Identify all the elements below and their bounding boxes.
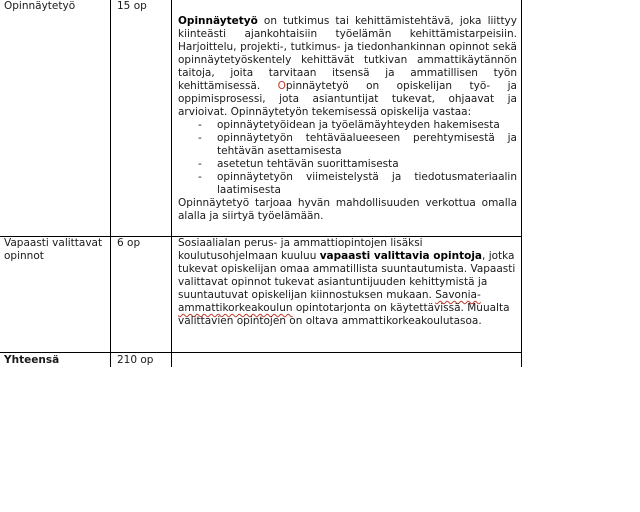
- spellcheck-flagged-word: Savonia-ammattikorkeakoulun: [178, 289, 481, 314]
- list-item: - opinnäytetyön viimeistelystä ja tiedotusmateriaalin laatimisesta: [178, 171, 517, 197]
- column-divider: [171, 0, 172, 367]
- row-name-total: Yhteensä: [4, 354, 60, 366]
- row-credits-total: 210 op: [117, 354, 154, 366]
- row-description-electives: Sosiaalialan perus- ja ammattiopintojen lisäksi koulutusohjelmaan kuuluu vapaasti valittavia opintoja, jotka tukevat opiskelijan omaa ammatillista suuntautumista. Vapaasti valittavat opinnot tukevat asiantuntijuuden kehittymistä ja suuntautuvat opiskelijan kiinnostuksen mukaan. Savonia-ammattikorkeakoulun opintotarjonta on käytettävissä. Muualta valittavien opintojen on oltava ammattikorkeakoulutasoa.: [178, 237, 516, 327]
- responsibility-list: [178, 119, 517, 197]
- thesis-term: Opinnäytetyö: [178, 15, 258, 27]
- thesis-paragraph: Opinnäytetyö on tutkimus tai kehittämistehtävä, joka liittyy kiinteästi ajankohtaisiin työelämän kehittämistarpeisiin. Harjoittelu, projekti-, tutkimus- ja tiedonhankinnan opinnot sekä opinnäytetyöskentely kehittävät tutkivan ammattikäytännön taitoja, joita tarvitaan itsensä ja ammatillisen työn kehittämisessä. Opinnäytetyö on opiskelijan työ- ja oppimisprosessi, jota asiantuntijat tukevat, ohjaavat ja arvioivat. Opinnäytetyön tekemisessä opiskelija vastaa:: [178, 15, 517, 118]
- row-credits-thesis: 15 op: [117, 0, 147, 12]
- row-credits-electives: 6 op: [117, 237, 141, 249]
- row-name-thesis: Opinnäytetyö: [4, 0, 76, 12]
- table-right-border: [521, 0, 522, 367]
- column-divider: [110, 0, 111, 367]
- row-divider: [0, 352, 522, 353]
- row-name-electives: Vapaasti valittavat opinnot: [4, 237, 103, 262]
- list-item: - asetetun tehtävän suorittamisesta: [178, 158, 517, 171]
- list-item: - opinnäytetyöidean ja työelämäyhteyden hakemisesta: [178, 119, 517, 132]
- thesis-closing: Opinnäytetyö tarjoaa hyvän mahdollisuuden verkottua omalla alalla ja siirtyä työelämään.: [178, 197, 517, 222]
- electives-term: vapaasti valittavia opintoja: [319, 250, 483, 262]
- row-description-thesis: [178, 15, 517, 223]
- list-item: - opinnäytetyön tehtäväalueeseen perehtymisestä ja tehtävän asettamisesta: [178, 132, 517, 158]
